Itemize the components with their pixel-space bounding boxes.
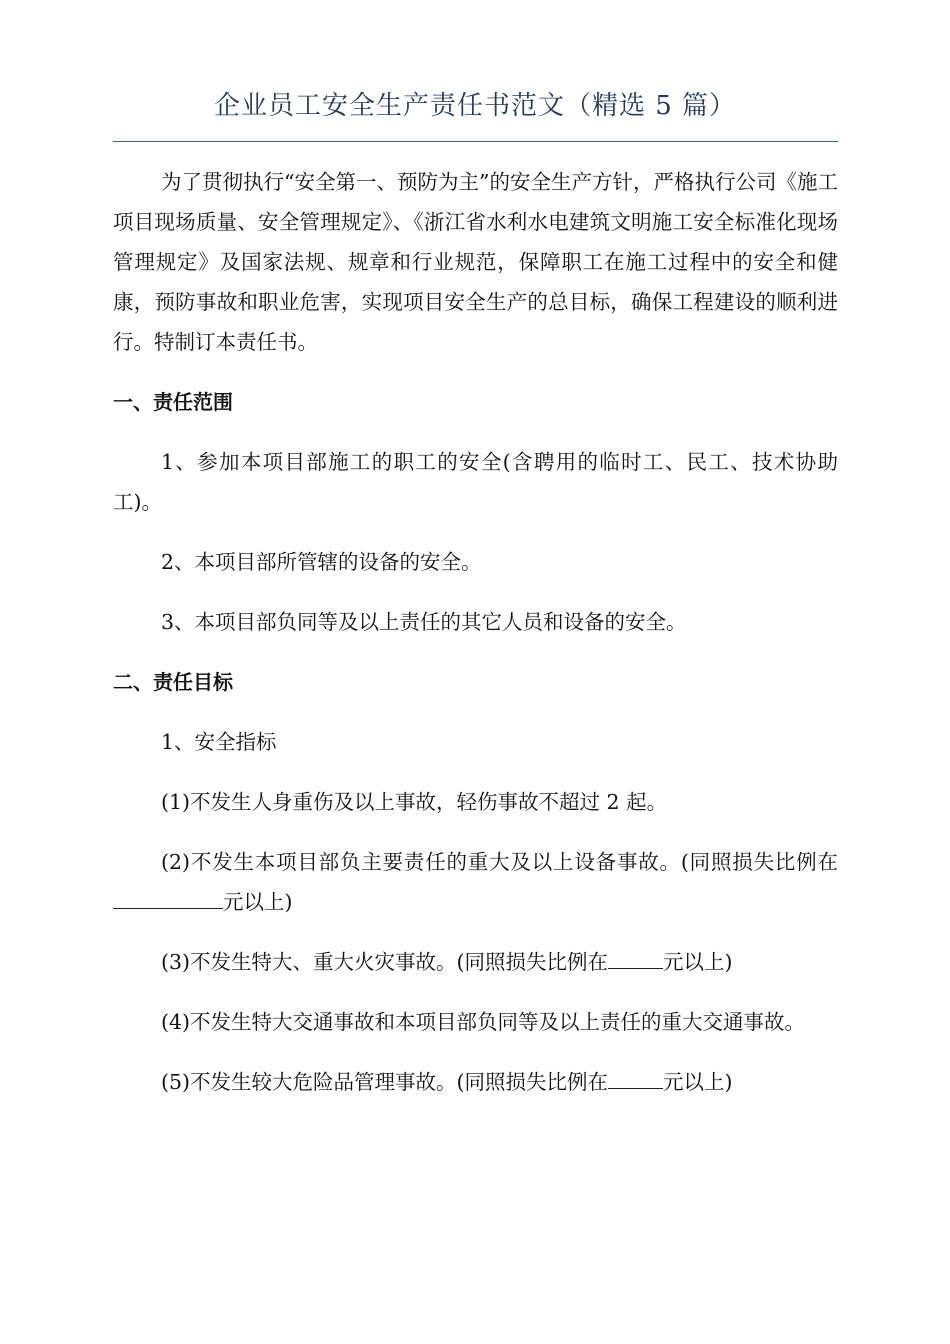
goal-item-5-suffix: 元以上) — [663, 1070, 733, 1094]
goal-subheading: 1、安全指标 — [161, 730, 277, 754]
scope-item-1: 1、参加本项目部施工的职工的安全(含聘用的临时工、民工、技术协助工)。 — [113, 450, 838, 514]
goal-item-1: (1)不发生人身重伤及以上事故，轻伤事故不超过 2 起。 — [161, 790, 668, 814]
fill-blank — [608, 1070, 663, 1089]
document-title: 企业员工安全生产责任书范文（精选 5 篇） — [213, 91, 737, 121]
goal-item-2 — [113, 842, 838, 922]
fill-blank — [113, 890, 223, 909]
goal-item-5-text: (5)不发生较大危险品管理事故。(同照损失比例在 — [161, 1070, 609, 1094]
goal-item-2-suffix: 元以上) — [223, 890, 293, 914]
goal-item-3-text: (3)不发生特大、重大火灾事故。(同照损失比例在 — [161, 950, 609, 974]
section-heading-goals: 二、责任目标 — [113, 670, 233, 694]
goal-item-4: (4)不发生特大交通事故和本项目部负同等及以上责任的重大交通事故。 — [161, 1010, 806, 1034]
scope-item-2: 2、本项目部所管辖的设备的安全。 — [161, 550, 482, 574]
scope-item-3: 3、本项目部负同等及以上责任的其它人员和设备的安全。 — [161, 610, 687, 634]
goal-item-3 — [113, 942, 838, 982]
goal-item-5 — [113, 1062, 838, 1102]
title-divider — [113, 141, 838, 142]
document-body — [113, 162, 838, 1102]
goal-item-2-text: (2)不发生本项目部负主要责任的重大及以上设备事故。(同照损失比例在 — [161, 850, 838, 874]
section-heading-scope: 一、责任范围 — [113, 390, 233, 414]
goal-item-3-suffix: 元以上) — [663, 950, 733, 974]
fill-blank — [608, 950, 663, 969]
intro-paragraph: 为了贯彻执行“安全第一、预防为主”的安全生产方针，严格执行公司《施工项目现场质量、安全管理规定》、《浙江省水利水电建筑文明施工安全标准化现场管理规定》及国家法规、规章和行业规范，保障职工在施工过程中的安全和健康，预防事故和职业危害，实现项目安全生产的总目标，确保工程建设的顺利进行。特制订本责任书。 — [113, 170, 838, 354]
